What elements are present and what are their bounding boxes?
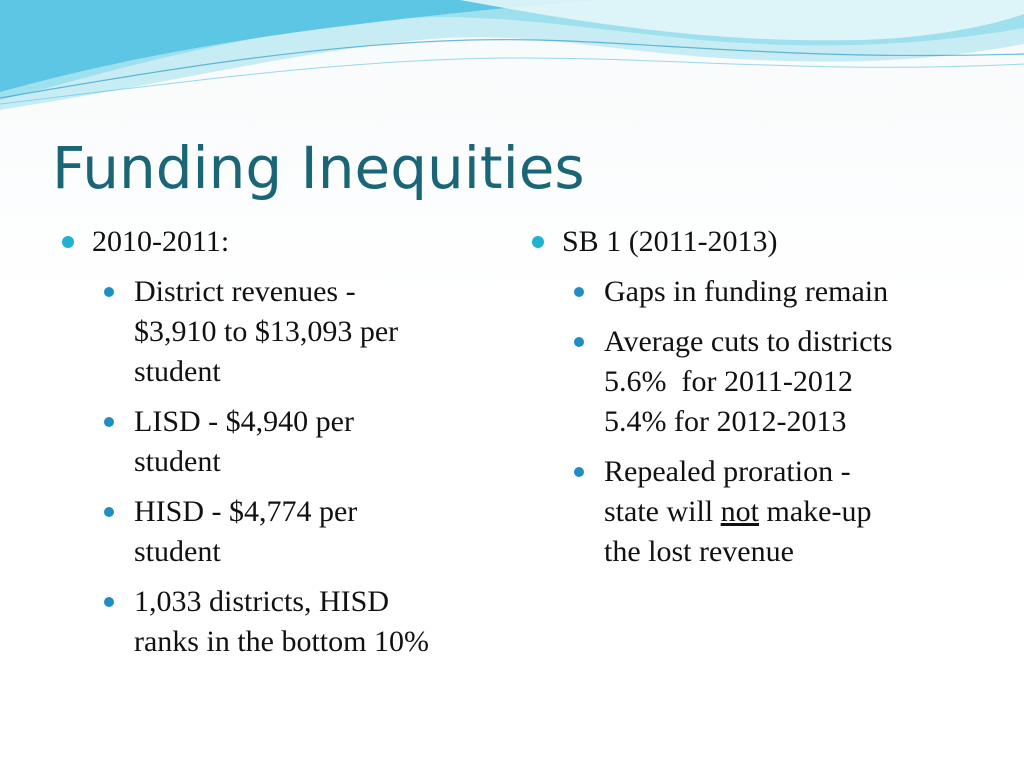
list-item-line: Gaps in funding remain	[604, 275, 889, 308]
slide-title: Funding Inequities	[52, 134, 585, 202]
list-item	[104, 492, 502, 572]
list-item-line: 5.4% for 2012-2013	[604, 405, 847, 438]
left-sub-list	[62, 272, 502, 662]
bullet-dot-icon	[104, 507, 114, 517]
list-item-line: the lost revenue	[604, 535, 794, 568]
list-item-line: 1,033 districts, HISD	[134, 585, 389, 618]
right-heading: SB 1 (2011-2013)	[562, 225, 778, 258]
text-fragment: state will	[604, 495, 721, 528]
list-item-line: Repealed proration -	[604, 455, 851, 488]
list-item-line	[604, 492, 972, 532]
bullet-dot-icon	[532, 236, 544, 248]
list-item-line: student	[134, 355, 221, 388]
list-item-line: Average cuts to districts	[604, 325, 893, 358]
list-item	[574, 452, 972, 572]
bullet-dot-icon	[62, 236, 74, 248]
wave-header-graphic	[0, 0, 1024, 120]
list-item	[574, 272, 972, 312]
list-item-line: student	[134, 535, 221, 568]
right-column	[532, 222, 972, 582]
right-sub-list	[532, 272, 972, 572]
bullet-dot-icon	[574, 337, 584, 347]
list-item-line: 5.6% for 2011-2012	[604, 365, 853, 398]
list-item	[104, 402, 502, 482]
left-heading-bullet	[62, 222, 502, 262]
list-item-line: $3,910 to $13,093 per	[134, 315, 399, 348]
right-heading-bullet	[532, 222, 972, 262]
list-item-line: LISD - $4,940 per	[134, 405, 354, 438]
list-item-line: HISD - $4,774 per	[134, 495, 358, 528]
bullet-dot-icon	[104, 287, 114, 297]
list-item-line: District revenues -	[134, 275, 356, 308]
list-item	[574, 322, 972, 442]
list-item-line: ranks in the bottom 10%	[134, 625, 429, 658]
list-item	[104, 582, 502, 662]
list-item	[104, 272, 502, 392]
text-fragment: make-up	[759, 495, 872, 528]
emphasis-not: not	[720, 495, 759, 528]
bullet-dot-icon	[574, 287, 584, 297]
left-column	[62, 222, 502, 672]
bullet-dot-icon	[104, 597, 114, 607]
bullet-dot-icon	[104, 417, 114, 427]
list-item-line: student	[134, 445, 221, 478]
bullet-dot-icon	[574, 467, 584, 477]
left-heading: 2010-2011:	[92, 225, 230, 258]
